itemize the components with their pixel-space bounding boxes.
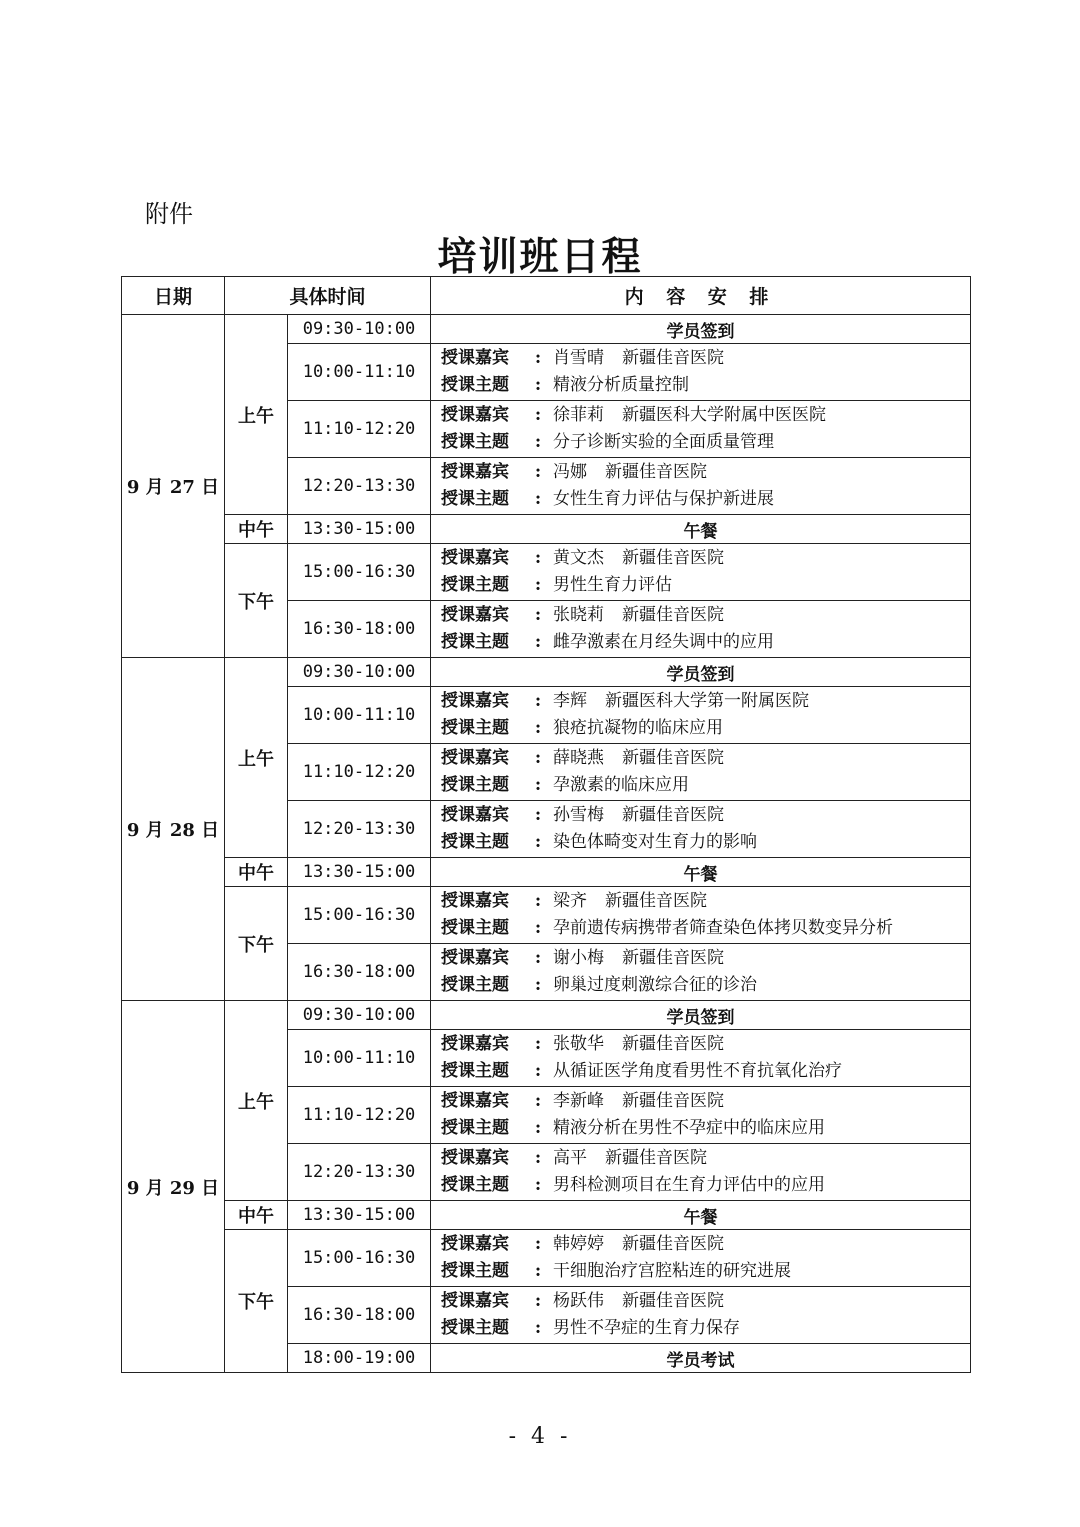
page-number: - 4 - — [508, 1424, 572, 1449]
topic-label: 授课主题 — [441, 632, 510, 652]
speaker-label: 授课嘉宾 — [441, 891, 510, 911]
topic-label: 授课主题 — [441, 918, 510, 938]
header-content: 内 容 安 排 — [431, 277, 971, 315]
colon: : — [534, 605, 542, 625]
speaker-name: 肖雪晴 — [553, 348, 605, 368]
schedule-row — [122, 658, 971, 687]
speaker-label: 授课嘉宾 — [441, 805, 510, 825]
colon: : — [534, 405, 542, 425]
period-label: 中午 — [225, 1201, 288, 1230]
speaker-institution: 新疆佳音医院 — [622, 1034, 725, 1054]
speaker-line — [441, 602, 970, 629]
schedule-row — [122, 1001, 971, 1030]
speaker-institution: 新疆佳音医院 — [622, 1291, 725, 1311]
speaker-institution: 新疆佳音医院 — [605, 1148, 708, 1168]
schedule-row — [122, 544, 971, 601]
period-label: 上午 — [225, 1001, 288, 1201]
topic-text: 分子诊断实验的全面质量管理 — [553, 432, 775, 452]
speaker-label: 授课嘉宾 — [441, 605, 510, 625]
colon: : — [534, 948, 542, 968]
session-cell — [431, 544, 971, 601]
speaker-line — [441, 1088, 970, 1115]
activity-cell: 学员考试 — [431, 1344, 971, 1373]
speaker-label: 授课嘉宾 — [441, 748, 510, 768]
speaker-label: 授课嘉宾 — [441, 1148, 510, 1168]
colon: : — [534, 1261, 542, 1281]
topic-line — [441, 429, 970, 456]
speaker-line — [441, 888, 970, 915]
topic-label: 授课主题 — [441, 775, 510, 795]
speaker-name: 高平 — [553, 1148, 588, 1168]
topic-line — [441, 829, 970, 856]
time-slot: 13:30-15:00 — [288, 515, 431, 544]
session-cell — [431, 944, 971, 1001]
schedule-row — [122, 515, 971, 544]
topic-line — [441, 372, 970, 399]
speaker-line — [441, 802, 970, 829]
activity-cell: 学员签到 — [431, 315, 971, 344]
header-time: 具体时间 — [225, 277, 431, 315]
colon: : — [534, 1118, 542, 1138]
speaker-name: 梁齐 — [553, 891, 588, 911]
speaker-institution: 新疆佳音医院 — [622, 1091, 725, 1111]
speaker-line — [441, 1145, 970, 1172]
time-slot: 15:00-16:30 — [288, 887, 431, 944]
speaker-label: 授课嘉宾 — [441, 1234, 510, 1254]
colon: : — [534, 632, 542, 652]
period-label: 下午 — [225, 1230, 288, 1373]
topic-line — [441, 486, 970, 513]
day-date: 9 月 27 日 — [122, 315, 225, 658]
session-cell — [431, 601, 971, 658]
time-slot: 11:10-12:20 — [288, 401, 431, 458]
speaker-label: 授课嘉宾 — [441, 548, 510, 568]
colon: : — [534, 575, 542, 595]
time-slot: 10:00-11:10 — [288, 344, 431, 401]
speaker-name: 冯娜 — [553, 462, 588, 482]
time-slot: 12:20-13:30 — [288, 458, 431, 515]
topic-label: 授课主题 — [441, 975, 510, 995]
topic-text: 染色体畸变对生育力的影响 — [553, 832, 758, 852]
speaker-line — [441, 745, 970, 772]
session-cell — [431, 1144, 971, 1201]
speaker-institution: 新疆佳音医院 — [622, 748, 725, 768]
colon: : — [534, 462, 542, 482]
topic-label: 授课主题 — [441, 832, 510, 852]
colon: : — [534, 1291, 542, 1311]
speaker-name: 黄文杰 — [553, 548, 605, 568]
colon: : — [534, 775, 542, 795]
session-cell — [431, 744, 971, 801]
time-slot: 15:00-16:30 — [288, 1230, 431, 1287]
speaker-line — [441, 459, 970, 486]
session-cell — [431, 687, 971, 744]
period-label: 下午 — [225, 887, 288, 1001]
speaker-label: 授课嘉宾 — [441, 405, 510, 425]
topic-text: 男性生育力评估 — [553, 575, 673, 595]
speaker-label: 授课嘉宾 — [441, 1291, 510, 1311]
annex-label: 附件 — [145, 200, 193, 228]
speaker-line — [441, 1031, 970, 1058]
day-date: 9 月 29 日 — [122, 1001, 225, 1373]
schedule-row — [122, 887, 971, 944]
speaker-label: 授课嘉宾 — [441, 348, 510, 368]
colon: : — [534, 1148, 542, 1168]
topic-label: 授课主题 — [441, 1175, 510, 1195]
schedule-table — [121, 276, 971, 1373]
session-cell — [431, 1087, 971, 1144]
topic-label: 授课主题 — [441, 489, 510, 509]
speaker-line — [441, 688, 970, 715]
topic-text: 孕前遗传病携带者筛查染色体拷贝数变异分析 — [553, 918, 894, 938]
colon: : — [534, 691, 542, 711]
speaker-name: 徐菲莉 — [553, 405, 605, 425]
speaker-label: 授课嘉宾 — [441, 462, 510, 482]
colon: : — [534, 832, 542, 852]
topic-line — [441, 1058, 970, 1085]
topic-line — [441, 915, 970, 942]
time-slot: 09:30-10:00 — [288, 1001, 431, 1030]
topic-text: 孕激素的临床应用 — [553, 775, 690, 795]
colon: : — [534, 1061, 542, 1081]
topic-label: 授课主题 — [441, 1318, 510, 1338]
topic-label: 授课主题 — [441, 375, 510, 395]
topic-line — [441, 629, 970, 656]
colon: : — [534, 975, 542, 995]
colon: : — [534, 348, 542, 368]
topic-label: 授课主题 — [441, 718, 510, 738]
time-slot: 09:30-10:00 — [288, 315, 431, 344]
colon: : — [534, 548, 542, 568]
speaker-label: 授课嘉宾 — [441, 1034, 510, 1054]
speaker-institution: 新疆佳音医院 — [605, 462, 708, 482]
topic-text: 从循证医学角度看男性不育抗氧化治疗 — [553, 1061, 843, 1081]
schedule-row — [122, 1230, 971, 1287]
colon: : — [534, 918, 542, 938]
activity-cell: 午餐 — [431, 1201, 971, 1230]
topic-text: 精液分析质量控制 — [553, 375, 690, 395]
topic-line — [441, 1258, 970, 1285]
colon: : — [534, 489, 542, 509]
speaker-name: 谢小梅 — [553, 948, 605, 968]
topic-text: 女性生育力评估与保护新进展 — [553, 489, 775, 509]
session-cell — [431, 887, 971, 944]
activity-cell: 午餐 — [431, 858, 971, 887]
speaker-institution: 新疆佳音医院 — [622, 1234, 725, 1254]
topic-line — [441, 1115, 970, 1142]
topic-label: 授课主题 — [441, 575, 510, 595]
schedule-row — [122, 1201, 971, 1230]
topic-text: 干细胞治疗宫腔粘连的研究进展 — [553, 1261, 792, 1281]
speaker-line — [441, 402, 970, 429]
speaker-line — [441, 345, 970, 372]
time-slot: 11:10-12:20 — [288, 744, 431, 801]
session-cell — [431, 801, 971, 858]
time-slot: 16:30-18:00 — [288, 1287, 431, 1344]
session-cell — [431, 1030, 971, 1087]
speaker-institution: 新疆佳音医院 — [622, 805, 725, 825]
header-row — [122, 277, 971, 315]
colon: : — [534, 1034, 542, 1054]
topic-text: 狼疮抗凝物的临床应用 — [553, 718, 724, 738]
time-slot: 13:30-15:00 — [288, 858, 431, 887]
speaker-name: 张敬华 — [553, 1034, 605, 1054]
speaker-institution: 新疆佳音医院 — [605, 891, 708, 911]
topic-text: 男性不孕症的生育力保存 — [553, 1318, 741, 1338]
time-slot: 16:30-18:00 — [288, 944, 431, 1001]
activity-cell: 学员签到 — [431, 658, 971, 687]
page-title: 培训班日程 — [437, 235, 643, 280]
speaker-name: 薛晓燕 — [553, 748, 605, 768]
topic-text: 雌孕激素在月经失调中的应用 — [553, 632, 775, 652]
topic-line — [441, 1315, 970, 1342]
topic-line — [441, 1172, 970, 1199]
speaker-institution: 新疆医科大学第一附属医院 — [605, 691, 810, 711]
topic-line — [441, 572, 970, 599]
speaker-label: 授课嘉宾 — [441, 691, 510, 711]
colon: : — [534, 891, 542, 911]
topic-label: 授课主题 — [441, 1118, 510, 1138]
speaker-label: 授课嘉宾 — [441, 948, 510, 968]
topic-text: 男科检测项目在生育力评估中的应用 — [553, 1175, 826, 1195]
speaker-line — [441, 1288, 970, 1315]
speaker-label: 授课嘉宾 — [441, 1091, 510, 1111]
speaker-line — [441, 545, 970, 572]
speaker-name: 杨跃伟 — [553, 1291, 605, 1311]
speaker-institution: 新疆佳音医院 — [622, 548, 725, 568]
session-cell — [431, 458, 971, 515]
speaker-line — [441, 945, 970, 972]
period-label: 中午 — [225, 858, 288, 887]
period-label: 下午 — [225, 544, 288, 658]
colon: : — [534, 1175, 542, 1195]
period-label: 上午 — [225, 315, 288, 515]
time-slot: 16:30-18:00 — [288, 601, 431, 658]
speaker-institution: 新疆医科大学附属中医医院 — [622, 405, 827, 425]
time-slot: 13:30-15:00 — [288, 1201, 431, 1230]
time-slot: 09:30-10:00 — [288, 658, 431, 687]
period-label: 上午 — [225, 658, 288, 858]
colon: : — [534, 1318, 542, 1338]
colon: : — [534, 1234, 542, 1254]
speaker-name: 孙雪梅 — [553, 805, 605, 825]
speaker-name: 李新峰 — [553, 1091, 605, 1111]
activity-cell: 午餐 — [431, 515, 971, 544]
topic-label: 授课主题 — [441, 1061, 510, 1081]
session-cell — [431, 1287, 971, 1344]
colon: : — [534, 375, 542, 395]
session-cell — [431, 1230, 971, 1287]
speaker-name: 李辉 — [553, 691, 588, 711]
day-date: 9 月 28 日 — [122, 658, 225, 1001]
speaker-institution: 新疆佳音医院 — [622, 605, 725, 625]
activity-cell: 学员签到 — [431, 1001, 971, 1030]
speaker-line — [441, 1231, 970, 1258]
colon: : — [534, 1091, 542, 1111]
speaker-institution: 新疆佳音医院 — [622, 348, 725, 368]
time-slot: 11:10-12:20 — [288, 1087, 431, 1144]
colon: : — [534, 805, 542, 825]
session-cell — [431, 344, 971, 401]
colon: : — [534, 432, 542, 452]
topic-label: 授课主题 — [441, 1261, 510, 1281]
time-slot: 12:20-13:30 — [288, 801, 431, 858]
topic-text: 卵巢过度刺激综合征的诊治 — [553, 975, 758, 995]
topic-line — [441, 715, 970, 742]
colon: : — [534, 718, 542, 738]
speaker-name: 张晓莉 — [553, 605, 605, 625]
topic-line — [441, 772, 970, 799]
schedule-body — [122, 315, 971, 1373]
topic-text: 精液分析在男性不孕症中的临床应用 — [553, 1118, 826, 1138]
speaker-name: 韩婷婷 — [553, 1234, 605, 1254]
header-date: 日期 — [122, 277, 225, 315]
schedule-row — [122, 858, 971, 887]
period-label: 中午 — [225, 515, 288, 544]
colon: : — [534, 748, 542, 768]
time-slot: 12:20-13:30 — [288, 1144, 431, 1201]
time-slot: 18:00-19:00 — [288, 1344, 431, 1373]
topic-line — [441, 972, 970, 999]
speaker-institution: 新疆佳音医院 — [622, 948, 725, 968]
session-cell — [431, 401, 971, 458]
time-slot: 10:00-11:10 — [288, 1030, 431, 1087]
time-slot: 10:00-11:10 — [288, 687, 431, 744]
topic-label: 授课主题 — [441, 432, 510, 452]
schedule-row — [122, 315, 971, 344]
time-slot: 15:00-16:30 — [288, 544, 431, 601]
